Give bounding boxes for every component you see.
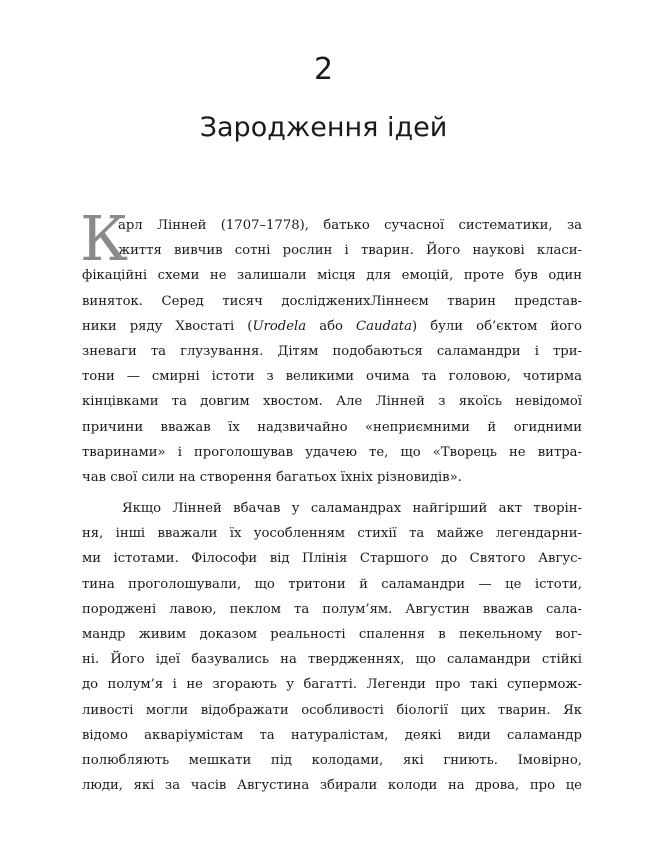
text-line: тина проголошували, що тритони й саламандри — це істоти, bbox=[82, 576, 582, 592]
paragraph-1 bbox=[80, 202, 582, 490]
text-line: мандр живим доказом реальності спалення в пекельному вог- bbox=[82, 627, 582, 642]
text-line: причини вважав їх надзвичайно «неприємними й огидними bbox=[82, 419, 582, 435]
text-line: життя вивчив сотні рослин і тварин. Його наукові класи- bbox=[118, 243, 582, 259]
text-line: чав свої сили на створення багатьох їхніх різновидів». bbox=[82, 469, 462, 485]
text-line: ні. Його ідеї базувались на твердженнях, що саламандри стійкі bbox=[82, 652, 582, 668]
text-line: арл Лінней (1707–1778), батько сучасної систематики, за bbox=[118, 218, 582, 233]
text-line: ливості могли відображати особливості біології цих тварин. Як bbox=[82, 702, 582, 718]
text-line: тваринами» і проголошував удачею те, що «Творець не витра- bbox=[82, 444, 582, 460]
chapter-title: Зародження ідей bbox=[199, 112, 448, 143]
text-segment: ) були об’єктом його bbox=[411, 318, 582, 334]
text-line: фікаційні схеми не залишали місця для емоцій, проте був один bbox=[82, 268, 582, 284]
text-line bbox=[82, 314, 582, 339]
text-line: виняток. Серед тисяч дослідженихЛіннеєм тварин представ- bbox=[82, 293, 582, 309]
text-line: ня, інші вважали їх уособленням стихії та майже легендарни- bbox=[82, 526, 582, 542]
chapter-number: 2 bbox=[313, 52, 334, 87]
text-line: Якщо Лінней вбачав у саламандрах найгірший акт творін- bbox=[122, 501, 582, 517]
drop-cap: К bbox=[80, 202, 128, 275]
text-line: до полум’я і не згорають у багатті. Легенди про такі супермож- bbox=[82, 677, 582, 693]
text-line: відомо акваріумістам та натуралістам, деякі види саламандр bbox=[82, 727, 582, 743]
chapter-body bbox=[80, 202, 582, 798]
text-line: кінцівками та довгим хвостом. Але Лінней з якоїсь невідомої bbox=[82, 394, 582, 410]
paragraph-2 bbox=[82, 496, 582, 798]
text-line: тони — смирні істоти з великими очима та головою, чотирма bbox=[82, 369, 582, 385]
text-line: люди, які за часів Августина збирали колоди на дрова, про це bbox=[82, 778, 582, 794]
text-segment: або bbox=[306, 318, 357, 334]
text-line: породжені лавою, пеклом та полум’ям. Августин вважав сала- bbox=[82, 601, 582, 617]
text-line: ми істотами. Філософи від Плінія Старшого до Святого Авгус- bbox=[82, 551, 582, 567]
text-line: зневаги та глузування. Дітям подобаються саламандри і три- bbox=[82, 343, 582, 359]
text-line: полюбляють мешкати під колодами, які гниють. Імовірно, bbox=[82, 752, 582, 768]
latin-term: Urodela bbox=[252, 318, 307, 334]
text-segment: ники ряду Хвостаті ( bbox=[82, 318, 253, 334]
latin-term: Caudata bbox=[356, 318, 412, 334]
